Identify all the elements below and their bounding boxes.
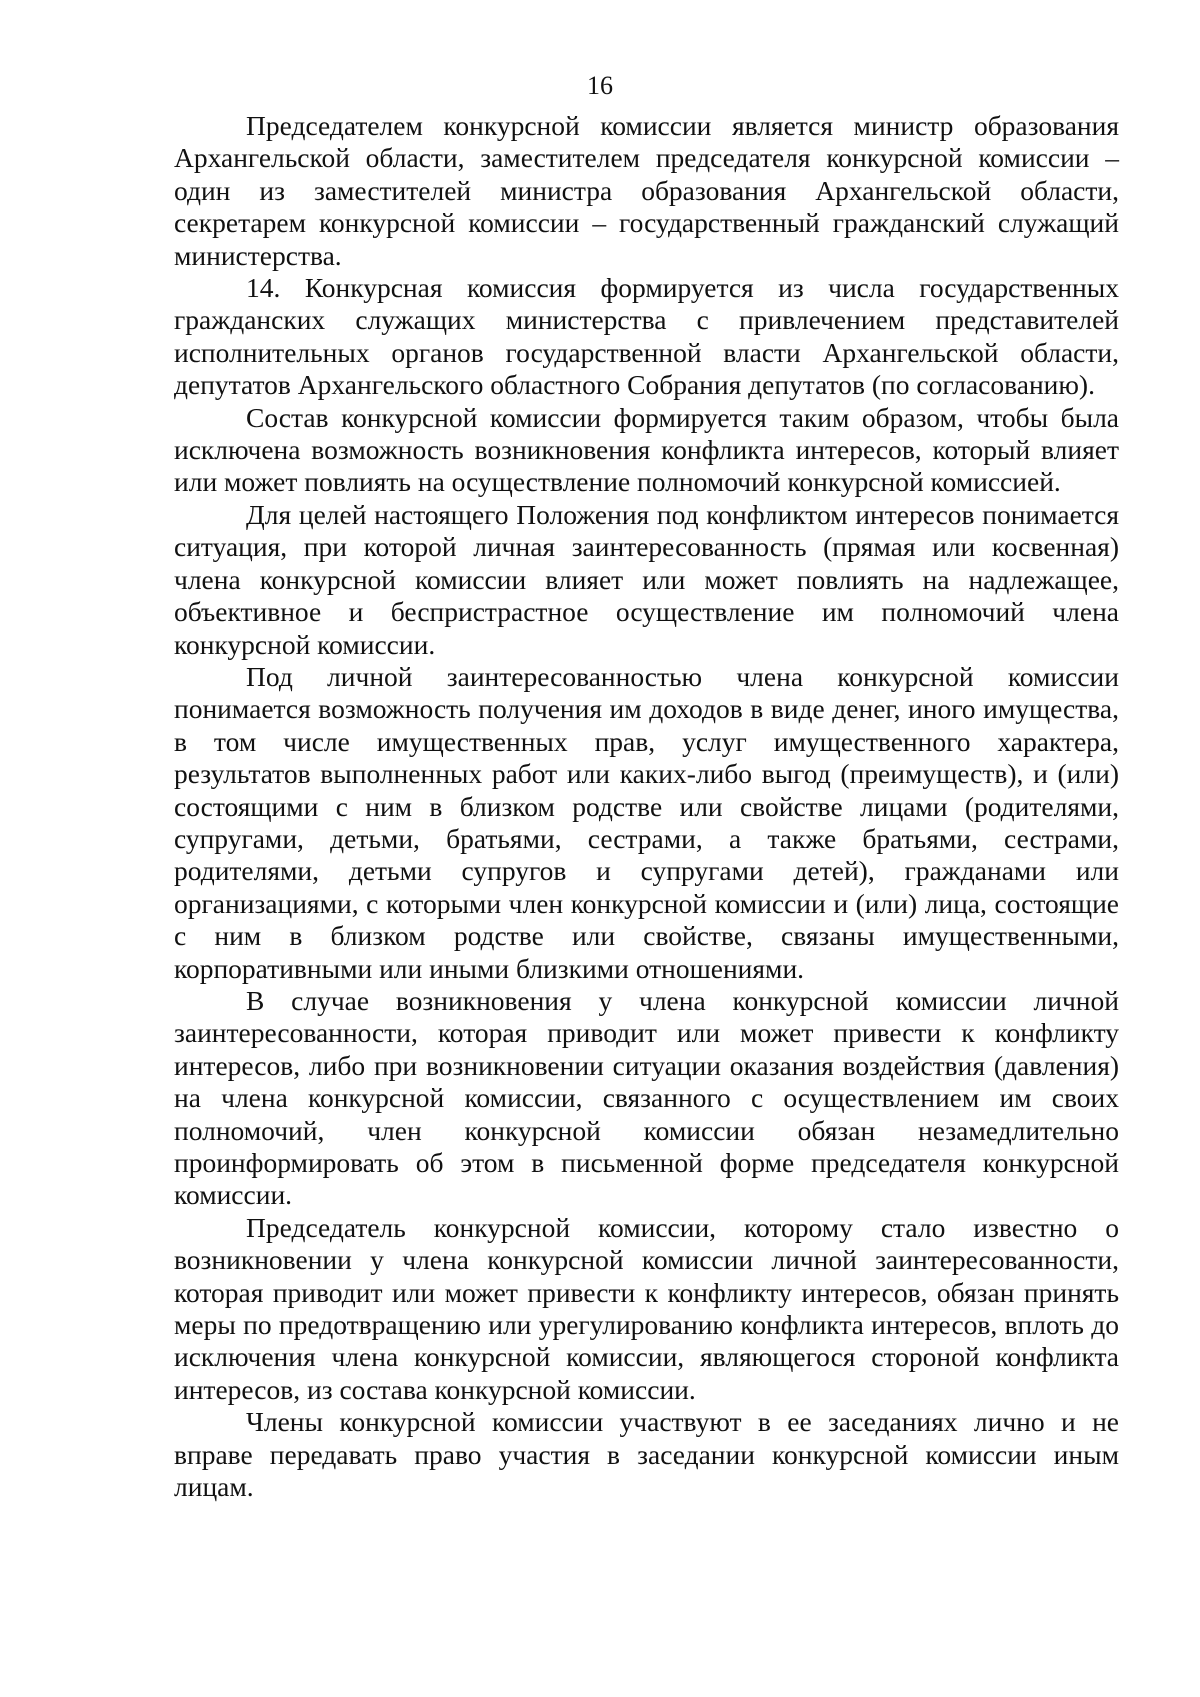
paragraph-chairman-measures: Председатель конкурсной комиссии, которому стало известно о возникновении у члена конкурсной комиссии личной заинтересованности, которая приводит или может привести к конфликту интересов, обязан принять меры по предотвращению или урегулированию конфликта интересов, вплоть до исключения члена конкурсной комиссии, являющегося стороной конфликта интересов, из состава конкурсной комиссии. (174, 1211, 1119, 1405)
paragraph-personal-participation: Члены конкурсной комиссии участвуют в ее заседаниях лично и не вправе передавать право участия в заседании конкурсной комиссии иным лицам. (174, 1406, 1119, 1503)
paragraph-personal-interest: Под личной заинтересованностью члена конкурсной комиссии понимается возможность получения им доходов в виде денег, иного имущества, в том числе имущественных прав, услуг имущественного характера, результатов выполненных работ или каких-либо выгод (преимуществ), и (или) состоящими с ним в близком родстве или свойстве лицами (родителями, супругами, детьми, братьями, сестрами, а также братьями, сестрами, родителями, детьми супругов и супругами детей), гражданами или организациями, с которыми член конкурсной комиссии и (или) лица, состоящие с ним в близком родстве или свойстве, связаны имущественными, корпоративными или иными близкими отношениями. (174, 660, 1119, 984)
paragraph-conflict-definition: Для целей настоящего Положения под конфликтом интересов понимается ситуация, при которой личная заинтересованность (прямая или косвенная) члена конкурсной комиссии влияет или может повлиять на надлежащее, объективное и беспристрастное осуществление им полномочий члена конкурсной комиссии. (174, 498, 1119, 660)
paragraph-chairman-composition: Председателем конкурсной комиссии является министр образования Архангельской области, заместителем председателя конкурсной комиссии – один из заместителей министра образования Архангельской области, секретарем конкурсной комиссии – государственный гражданский служащий министерства. (174, 110, 1119, 271)
paragraph-conflict-exclusion: Состав конкурсной комиссии формируется таким образом, чтобы была исключена возможность возникновения конфликта интересов, который влияет или может повлиять на осуществление полномочий конкурсной комиссией. (174, 401, 1119, 498)
paragraph-commission-formation: 14. Конкурсная комиссия формируется из числа государственных гражданских служащих министерства с привлечением представителей исполнительных органов государственной власти Архангельской области, депутатов Архангельского областного Собрания депутатов (по согласованию). (174, 272, 1119, 401)
page-number: 16 (587, 71, 613, 100)
paragraph-notification-duty: В случае возникновения у члена конкурсной комиссии личной заинтересованности, которая приводит или может привести к конфликту интересов, либо при возникновении ситуации оказания воздействия (давления) на члена конкурсной комиссии, связанного с осуществлением им своих полномочий, член конкурсной комиссии обязан незамедлительно проинформировать об этом в письменной форме председателя конкурсной комиссии. (174, 984, 1119, 1211)
document-body (174, 110, 1119, 1503)
